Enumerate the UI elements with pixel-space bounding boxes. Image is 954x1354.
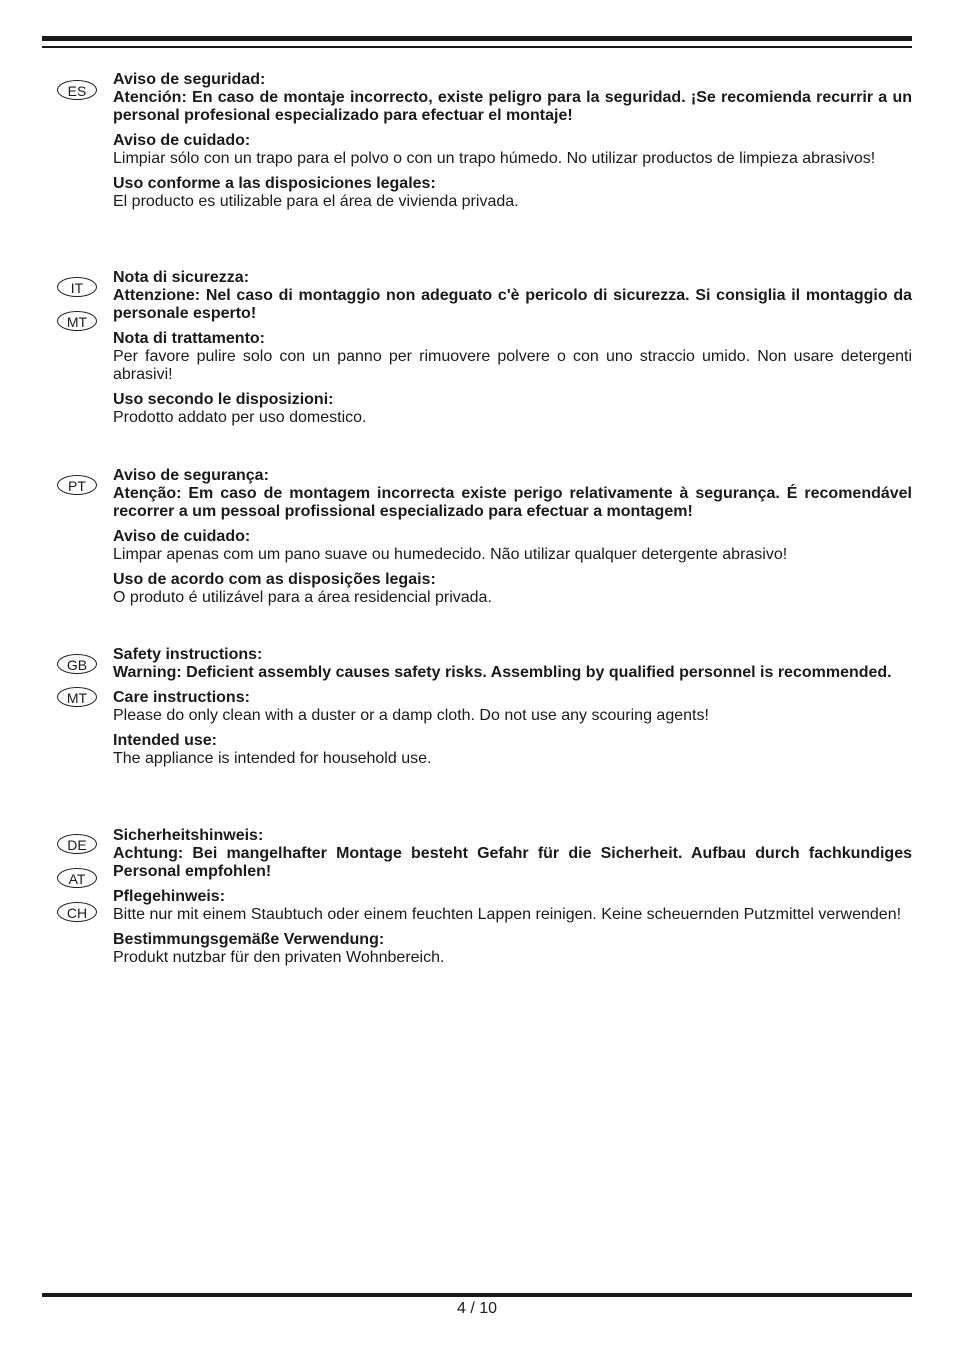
language-badge-de: DE [57,834,97,854]
language-badge-it: IT [57,277,97,297]
section-content [113,70,912,211]
use-title: Uso de acordo com as disposições legais: [113,571,436,588]
care-text: Bitte nur mit einem Staubtuch oder einem feuchten Lappen reinigen. Keine scheuernden Putzmittel verwenden! [113,906,902,923]
use-text: Prodotto addato per uso domestico. [113,409,367,426]
bottom-rule [42,1293,912,1297]
language-badge-gb: GB [57,654,97,674]
use-text: El producto es utilizable para el área de vivienda privada. [113,193,519,210]
safety-title: Sicherheitshinweis: [113,827,264,844]
safety-text: Atención: En caso de montaje incorrecto, existe peligro para la seguridad. ¡Se recomienda recurrir a un personal profesional especializado para efectuar el montaje! [113,89,912,124]
use-title: Intended use: [113,732,218,749]
section-content [113,268,912,427]
care-title: Care instructions: [113,689,250,706]
use-title: Uso conforme a las disposiciones legales: [113,175,436,192]
use-title: Bestimmungsgemäße Verwendung: [113,931,385,948]
use-text: O produto é utilizável para a área residencial privada. [113,589,492,606]
language-badge-mt: MT [57,311,97,331]
care-text: Per favore pulire solo con un panno per rimuovere polvere o con uno straccio umido. Non usare detergenti abrasivi! [113,348,912,383]
care-text: Limpar apenas com um pano suave ou humedecido. Não utilizar qualquer detergente abrasivo! [113,546,788,563]
safety-text: Attenzione: Nel caso di montaggio non adeguato c'è pericolo di sicurezza. Si consiglia il montaggio da personale esperto! [113,287,912,322]
top-rule-thick [42,36,912,41]
care-title: Pflegehinweis: [113,888,226,905]
language-badge-ch: CH [57,902,97,922]
care-title: Aviso de cuidado: [113,528,251,545]
safety-text: Atenção: Em caso de montagem incorrecta existe perigo relativamente à segurança. É recomendável recorrer a um pessoal profissional especializado para efectuar a montagem! [113,485,912,520]
language-badge-es: ES [57,80,97,100]
section-content [113,466,912,607]
care-title: Nota di trattamento: [113,330,265,347]
safety-title: Safety instructions: [113,646,263,663]
safety-title: Aviso de segurança: [113,467,269,484]
care-title: Aviso de cuidado: [113,132,251,149]
use-text: Produkt nutzbar für den privaten Wohnbereich. [113,949,445,966]
section-content [113,826,912,967]
use-title: Uso secondo le disposizioni: [113,391,334,408]
safety-title: Nota di sicurezza: [113,269,250,286]
care-text: Please do only clean with a duster or a damp cloth. Do not use any scouring agents! [113,707,709,724]
care-text: Limpiar sólo con un trapo para el polvo o con un trapo húmedo. No utilizar productos de limpieza abrasivos! [113,150,876,167]
use-text: The appliance is intended for household use. [113,750,432,767]
language-badge-mt: MT [57,687,97,707]
section-content [113,645,912,768]
safety-title: Aviso de seguridad: [113,71,266,88]
page-number: 4 / 10 [456,1300,498,1317]
safety-text: Warning: Deficient assembly causes safety risks. Assembling by qualified personnel is recommended. [113,664,892,681]
language-badge-at: AT [57,868,97,888]
safety-text: Achtung: Bei mangelhafter Montage besteht Gefahr für die Sicherheit. Aufbau durch fachkundiges Personal empfohlen! [113,845,912,880]
top-rule-thin [42,46,912,48]
language-badge-pt: PT [57,475,97,495]
